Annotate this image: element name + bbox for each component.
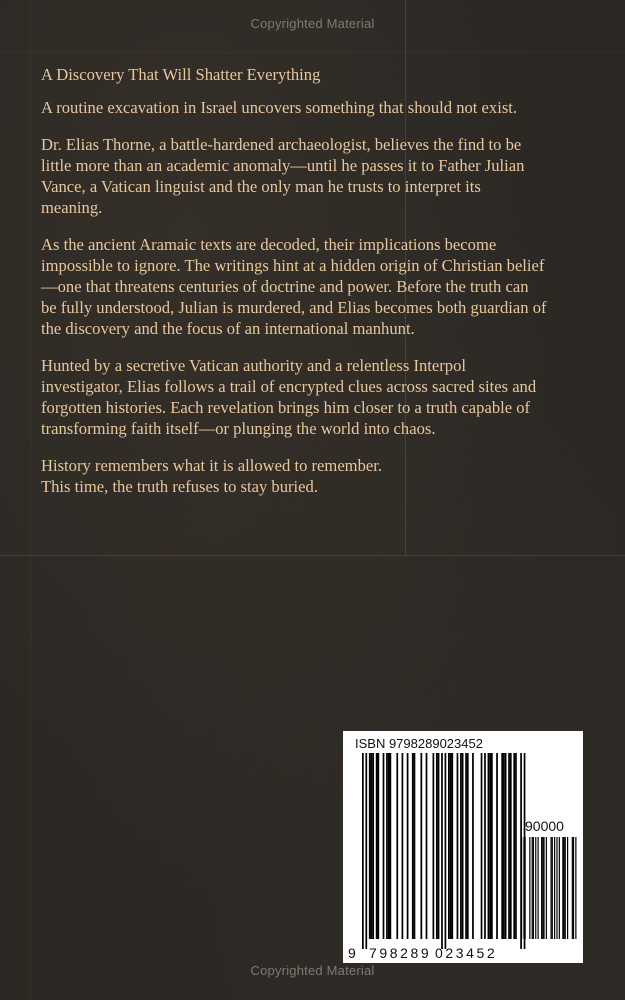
addon-bar — [542, 837, 543, 939]
blurb-line: History remembers what it is allowed to remember. — [41, 456, 383, 475]
blurb-headline: A Discovery That Will Shatter Everything — [41, 65, 321, 84]
addon-bar — [554, 837, 555, 939]
barcode-bar — [365, 753, 367, 949]
barcode-bar — [396, 753, 398, 939]
barcode-bar — [513, 753, 515, 939]
blurb-line: meaning. — [41, 198, 103, 217]
addon-bar — [559, 837, 560, 939]
addon-bar — [562, 837, 563, 939]
blurb-line: investigator, Elias follows a trail of encrypted clues across sacred sites and — [41, 377, 537, 396]
barcode-graphic — [343, 731, 583, 963]
barcode-bar — [412, 753, 414, 939]
barcode-bar — [462, 753, 464, 939]
price-code: 90000 — [525, 818, 564, 834]
copyright-watermark-top: Copyrighted Material — [250, 16, 375, 31]
barcode-bar — [420, 753, 422, 939]
barcode-digit-group-1: 798289 — [369, 945, 432, 961]
barcode-bar — [436, 753, 438, 939]
blurb-line: As the ancient Aramaic texts are decoded, their implications become — [41, 235, 497, 254]
barcode-bar — [496, 753, 498, 939]
blurb-line: the discovery and the focus of an international manhunt. — [41, 319, 415, 338]
blurb-line: This time, the truth refuses to stay buried. — [41, 477, 318, 496]
addon-bar — [573, 837, 574, 939]
barcode-bar — [501, 753, 503, 939]
barcode-bar — [510, 753, 512, 939]
ean-barcode-bars — [362, 753, 525, 949]
back-cover-blurb — [41, 64, 601, 513]
addon-bar — [533, 837, 534, 939]
blurb-line: impossible to ignore. The writings hint at a hidden origin of Christian belief — [41, 256, 545, 275]
addon-bar — [523, 837, 524, 939]
blurb-line: —one that threatens centuries of doctrine and power. Before the truth can — [41, 277, 529, 296]
copyright-watermark-bottom: Copyrighted Material — [250, 963, 375, 978]
barcode-bar — [515, 753, 517, 939]
barcode-bar — [371, 753, 373, 939]
addon-bar — [543, 837, 544, 939]
addon-bar — [532, 837, 533, 939]
blurb-paragraph-3 — [41, 234, 601, 339]
barcode-bar — [407, 753, 409, 939]
barcode-bar — [441, 753, 443, 949]
blurb-line: little more than an academic anomaly—until he passes it to Father Julian — [41, 156, 525, 175]
barcode-bar — [472, 753, 474, 939]
barcode-bar — [414, 753, 416, 939]
barcode-bar — [377, 753, 379, 939]
blurb-line: be fully understood, Julian is murdered, and Elias becomes both guardian of — [41, 298, 547, 317]
barcode-bar — [426, 753, 428, 939]
addon-bar — [546, 837, 547, 939]
addon-bar — [551, 837, 552, 939]
barcode-bar — [484, 753, 486, 939]
barcode-bar — [450, 753, 452, 939]
barcode-bar — [451, 753, 453, 939]
barcode-bar — [383, 753, 385, 939]
barcode-bar — [402, 753, 404, 939]
blurb-line: Hunted by a secretive Vatican authority and a relentless Interpol — [41, 356, 466, 375]
addon-bar — [529, 837, 530, 939]
decorative-vertical-line-faint — [30, 0, 31, 1000]
addon-bar — [541, 837, 542, 939]
isbn-label: ISBN 9798289023452 — [355, 736, 483, 751]
addon-bar — [521, 837, 522, 939]
barcode-digit-group-2: 023452 — [435, 945, 498, 961]
barcode-bar — [481, 753, 483, 939]
addon-bar — [525, 837, 526, 939]
barcode-bar — [503, 753, 505, 939]
barcode-bar — [491, 753, 493, 939]
blurb-paragraph-2 — [41, 134, 601, 218]
barcode-bar — [465, 753, 467, 939]
addon-bar — [572, 837, 573, 939]
decorative-horizontal-line-faint — [0, 52, 625, 53]
barcode-digit-lead: 9 — [348, 945, 358, 961]
addon-bar — [552, 837, 553, 939]
blurb-line: transforming faith itself—or plunging the world into chaos. — [41, 419, 436, 438]
barcode-bar — [388, 753, 390, 939]
blurb-line: forgotten histories. Each revelation brings him closer to a truth capable of — [41, 398, 531, 417]
barcode-bar — [438, 753, 440, 939]
blurb-line: Vance, a Vatican linguist and the only man he trusts to interpret its — [41, 177, 481, 196]
blurb-closing — [41, 455, 601, 497]
barcode-bar — [508, 753, 510, 939]
barcode-bar — [460, 753, 462, 939]
addon-bar — [556, 837, 557, 939]
addon-bar — [563, 837, 564, 939]
blurb-paragraph-1: A routine excavation in Israel uncovers something that should not exist. — [41, 98, 518, 117]
addon-bar — [575, 837, 576, 939]
addon-bar — [565, 837, 566, 939]
barcode-bar — [489, 753, 491, 939]
isbn-barcode-box — [343, 731, 583, 963]
barcode-bar — [376, 753, 378, 939]
barcode-bar — [390, 753, 392, 939]
barcode-bar — [445, 753, 447, 949]
blurb-line: Dr. Elias Thorne, a battle-hardened archaeologist, believes the find to be — [41, 135, 522, 154]
barcode-bar — [467, 753, 469, 939]
barcode-bar — [457, 753, 459, 939]
barcode-bar — [386, 753, 388, 939]
barcode-bar — [505, 753, 507, 939]
blurb-paragraph-4 — [41, 355, 601, 439]
price-addon-bars — [521, 837, 576, 939]
barcode-bar — [448, 753, 450, 939]
barcode-bar — [362, 753, 364, 949]
addon-bar — [567, 837, 568, 939]
addon-bar — [538, 837, 539, 939]
barcode-bar — [369, 753, 371, 939]
barcode-bar — [488, 753, 490, 939]
addon-bar — [535, 837, 536, 939]
decorative-horizontal-line — [0, 555, 625, 556]
barcode-bar — [372, 753, 374, 939]
barcode-bar — [433, 753, 435, 939]
